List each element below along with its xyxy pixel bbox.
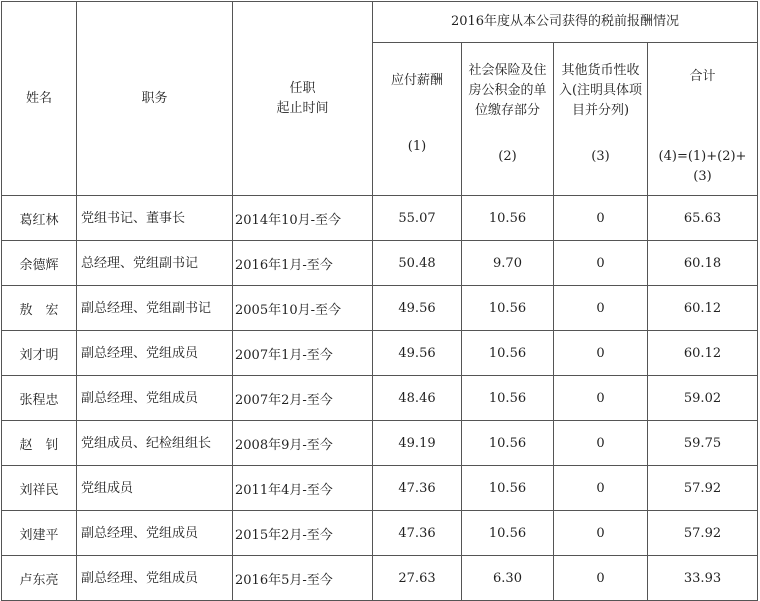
cell-term: 2016年1月-至今 [233,241,373,286]
header-other [554,43,648,196]
cell-social: 10.56 [462,376,554,421]
cell-position: 党组书记、董事长 [77,196,233,241]
header-term-label: 任职 起止时间 [276,80,329,116]
cell-term: 2005年10月-至今 [233,286,373,331]
table-row [2,376,758,421]
header-group-title: 2016年度从本公司获得的税前报酬情况 [373,2,758,43]
cell-other: 0 [554,286,648,331]
cell-social: 10.56 [462,196,554,241]
cell-name: 刘祥民 [2,466,77,511]
header-social-label: 社会保险及住房公积金的单位缴存部分 [468,63,547,118]
table-row [2,511,758,556]
cell-salary: 50.48 [373,241,462,286]
cell-term: 2011年4月-至今 [233,466,373,511]
cell-term: 2015年2月-至今 [233,511,373,556]
cell-name: 敖 宏 [2,286,77,331]
cell-total: 33.93 [648,556,758,601]
cell-other: 0 [554,376,648,421]
table-row [2,556,758,601]
table-row [2,466,758,511]
cell-social: 10.56 [462,421,554,466]
header-total-code: (4)=(1)+(2)+(3) [658,149,747,184]
cell-position: 副总经理、党组成员 [77,511,233,556]
cell-position: 副总经理、党组成员 [77,331,233,376]
header-total [648,43,758,196]
cell-term: 2007年1月-至今 [233,331,373,376]
cell-salary: 47.36 [373,511,462,556]
cell-name: 葛红林 [2,196,77,241]
header-social-code: (2) [498,149,517,164]
table-row [2,286,758,331]
cell-position: 副总经理、党组成员 [77,376,233,421]
cell-term: 2016年5月-至今 [233,556,373,601]
cell-total: 57.92 [648,511,758,556]
cell-other: 0 [554,241,648,286]
cell-position: 党组成员、纪检组组长 [77,421,233,466]
cell-other: 0 [554,466,648,511]
header-position: 职务 [77,2,233,196]
cell-salary: 49.19 [373,421,462,466]
compensation-table-container [1,1,758,601]
cell-other: 0 [554,511,648,556]
cell-social: 9.70 [462,241,554,286]
cell-salary: 49.56 [373,286,462,331]
header-social [462,43,554,196]
cell-position: 总经理、党组副书记 [77,241,233,286]
cell-term: 2014年10月-至今 [233,196,373,241]
cell-name: 刘才明 [2,331,77,376]
header-salary [373,43,462,196]
table-row [2,241,758,286]
cell-name: 卢东亮 [2,556,77,601]
table-row [2,421,758,466]
header-term [233,2,373,196]
cell-name: 赵 钊 [2,421,77,466]
header-name: 姓名 [2,2,77,196]
table-row [2,196,758,241]
cell-salary: 47.36 [373,466,462,511]
cell-name: 余德辉 [2,241,77,286]
cell-total: 59.02 [648,376,758,421]
cell-position: 副总经理、党组成员 [77,556,233,601]
cell-salary: 48.46 [373,376,462,421]
cell-term: 2008年9月-至今 [233,421,373,466]
cell-position: 副总经理、党组副书记 [77,286,233,331]
cell-total: 59.75 [648,421,758,466]
cell-other: 0 [554,556,648,601]
table-row [2,331,758,376]
cell-social: 10.56 [462,511,554,556]
cell-other: 0 [554,421,648,466]
cell-total: 60.18 [648,241,758,286]
header-other-code: (3) [591,149,610,164]
cell-total: 57.92 [648,466,758,511]
header-salary-code: (1) [407,139,427,154]
cell-total: 60.12 [648,331,758,376]
header-total-label: 合计 [689,69,716,84]
cell-salary: 55.07 [373,196,462,241]
cell-salary: 27.63 [373,556,462,601]
cell-social: 10.56 [462,331,554,376]
cell-social: 10.56 [462,286,554,331]
cell-social: 10.56 [462,466,554,511]
cell-other: 0 [554,331,648,376]
cell-other: 0 [554,196,648,241]
header-other-label: 其他货币性收入(注明具体项目并分列) [558,63,643,118]
cell-total: 65.63 [648,196,758,241]
cell-salary: 49.56 [373,331,462,376]
cell-social: 6.30 [462,556,554,601]
cell-position: 党组成员 [77,466,233,511]
compensation-table [1,1,758,601]
cell-term: 2007年2月-至今 [233,376,373,421]
cell-total: 60.12 [648,286,758,331]
cell-name: 张程忠 [2,376,77,421]
cell-name: 刘建平 [2,511,77,556]
header-salary-label: 应付薪酬 [390,73,443,88]
